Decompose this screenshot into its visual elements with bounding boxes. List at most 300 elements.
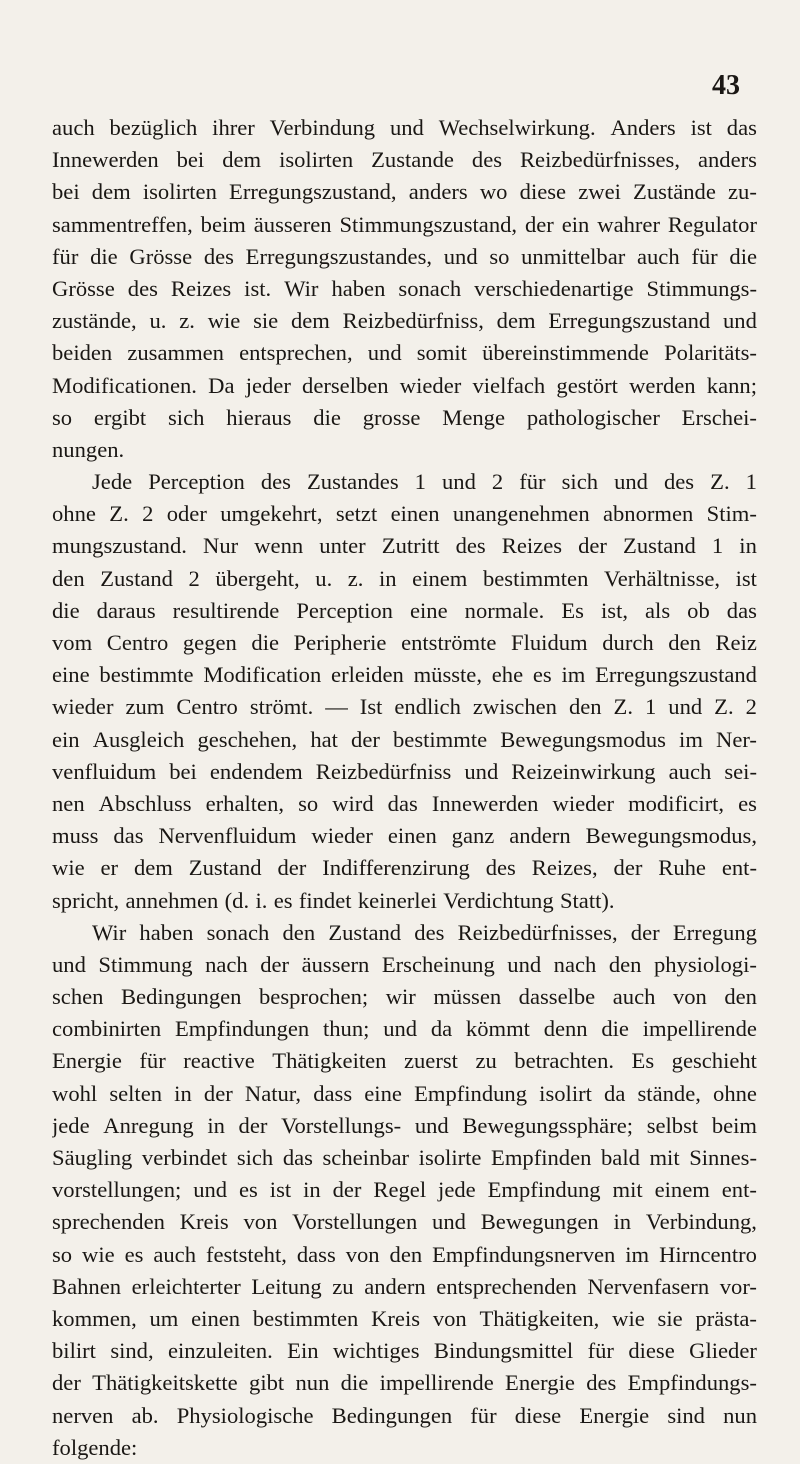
word: verschiedenartige [474,275,634,301]
word: annehmen [125,887,219,913]
word: anders [408,179,468,205]
text-line [52,305,757,337]
word: in [739,533,757,559]
word: (d. [224,887,250,913]
word: auch [636,243,680,269]
word: bei [176,147,205,173]
text-line [52,659,757,691]
word: zwischen [472,694,557,720]
text-line [52,1271,757,1303]
text-line [52,627,757,659]
word: stände, [637,1080,701,1106]
word: Regulator [667,211,757,237]
word: z. [347,565,364,591]
word: die [251,630,280,655]
word: diese [519,179,567,205]
word: in [613,1209,632,1235]
word: z. [179,308,195,334]
word: Leitung [251,1273,322,1299]
word: selten [109,1080,163,1106]
word: isolirt [539,1080,592,1106]
word: des [127,275,158,301]
word: isolirten [142,179,217,205]
word: von [243,1209,278,1235]
word: und [389,115,424,140]
word: Regel [373,1177,427,1203]
word: Bedingungen [120,984,242,1010]
word: Energie [505,1370,575,1396]
word: grosse [362,404,421,430]
word: der [238,1112,268,1138]
text-line [52,1303,757,1335]
word: so [298,790,319,816]
word: u. [315,565,333,591]
word: die [729,243,757,269]
word: diese [628,1338,675,1364]
word: der [203,1080,233,1106]
word: endlich [394,694,461,720]
word: bestimmten [252,1305,359,1331]
word: für [691,243,718,269]
word: wie [52,855,85,881]
word: spricht, [52,887,120,913]
word: unter [319,533,366,559]
word: Zustandes [307,469,399,495]
word: Empfindung [414,1080,528,1106]
word: vorstellungen; [52,1177,182,1203]
word: ab. [131,1402,159,1428]
word: auch [153,1241,197,1267]
word: vor- [719,1273,757,1299]
word: Nervenfasern [587,1273,710,1299]
word: ent- [721,1177,757,1203]
word: von [432,1305,467,1331]
word: müsste, [413,662,482,688]
word: bei [169,758,197,784]
word: dem [133,855,173,881]
word: Bewegungssphäre; [462,1112,634,1138]
word: 1 [711,533,724,559]
word: der [613,855,643,881]
word: er [100,855,119,881]
word: Erregungszustand [595,662,757,688]
word: bestimmte [99,662,194,688]
word: die [313,404,341,430]
word: nen [52,790,85,816]
word: Kreis [371,1305,421,1331]
word: keinerlei [357,887,437,913]
word: Natur, [244,1080,302,1106]
word: den [52,565,85,591]
word: Empfinden [491,1145,592,1170]
word: Reizes [170,275,232,301]
word: sie [657,1305,683,1331]
word: den [282,919,316,945]
word: dass [296,1241,336,1267]
word: Zustand [100,565,173,591]
word: Nervenfluidum [158,823,297,849]
word: unmittelbar [521,243,626,269]
word: findet [298,887,352,913]
word: des [203,243,234,269]
word: sonach [206,919,270,945]
word: zusammen [127,340,224,366]
word: wohl [52,1080,98,1106]
word: zwei [578,179,621,205]
word: Indifferenzirung [322,855,470,881]
word: dass [313,1080,353,1106]
word: abnormen [602,501,694,527]
word: Bindungsmittel [433,1338,574,1364]
word: hat [310,726,338,752]
word: Thätigkeiten [272,1048,387,1074]
word: Bewegungsmodus [500,726,666,752]
text-line [52,691,757,723]
text-line [52,756,757,788]
word: müssen [433,984,502,1010]
word: haben [331,275,386,301]
word: eine [364,1080,402,1106]
word: äusseren [253,211,332,237]
word: impellirende [642,1016,757,1042]
word: das [113,823,144,849]
body-text [52,112,757,1464]
word: wie [82,1241,115,1267]
word: Stim- [706,501,757,527]
word: eine [52,662,90,688]
word: mit [649,1145,680,1170]
word: bei [52,179,80,205]
word: Zustand [188,855,262,881]
word: Es [631,1048,655,1074]
word: Erregungszustand [548,308,711,334]
word: um [149,1305,179,1331]
word: so [52,1241,73,1267]
word: unangenehmen [452,501,590,527]
word: ist [690,115,712,140]
word: resultirende [172,597,280,623]
word: Anders [610,115,676,140]
word: erhalten, [205,790,285,816]
word: Stimmung [98,951,193,977]
word: Wir [92,919,127,945]
word: ergibt [93,404,147,430]
word: somit [416,340,467,366]
word: wieder [52,694,114,720]
word: nun [295,1370,330,1396]
word: Zustande [371,147,454,173]
word: strömt. [249,694,314,720]
word: Erschei- [681,404,757,430]
word: jede [52,1112,90,1138]
word: zu- [728,179,757,205]
text-line [52,498,757,530]
word: für [470,1402,497,1428]
word: betrachten. [514,1048,615,1074]
word: und [383,1016,418,1042]
text-line [52,1432,757,1464]
word: den [668,630,701,655]
word: ohne [52,501,96,527]
text-line [52,949,757,981]
word: in [174,1080,192,1106]
word: den [724,984,757,1010]
word: des [471,147,503,173]
word: und [367,340,402,366]
word: Erscheinung [381,951,495,977]
word: oder [166,501,207,527]
word: Menge [442,404,506,430]
text-line [52,209,757,241]
word: durch [602,630,654,655]
word: des [414,919,445,945]
word: kömmt [465,1016,530,1042]
word: selbst [646,1112,699,1138]
word: jede [438,1177,476,1203]
word: in [303,1177,321,1203]
word: für [52,243,79,269]
word: Grösse [52,275,115,301]
word: ent- [721,855,757,881]
word: in [379,565,397,591]
word: Ausgleich [92,726,185,752]
word: der [332,1177,362,1203]
word: so [489,243,510,269]
word: für [139,1048,166,1074]
word: 1 [414,469,426,495]
word: Centro [176,694,238,720]
word: Säugling [52,1145,133,1170]
word: Innewerden [52,147,159,173]
word: so [52,404,73,430]
word: der [524,211,554,237]
word: Reizeinwirkung [511,758,656,784]
text-line [52,1110,757,1142]
word: der [630,919,660,945]
word: endendem [209,758,303,784]
word: äussern [301,951,370,977]
word: ohne [713,1080,757,1106]
word: des [260,469,291,495]
word: Thätigkeiten, [479,1305,600,1331]
word: auch [52,115,95,140]
text-line [52,595,757,627]
text-line [52,788,757,820]
word: erleichterter [131,1273,241,1299]
word: auch [612,984,656,1010]
word: 2 [491,469,504,495]
word: Nur [203,533,239,559]
text-line [52,885,757,917]
word: Zustand [328,919,402,945]
word: auch [668,758,712,784]
word: umgekehrt, [220,501,323,527]
word: Bewegungsmodus, [585,823,757,849]
word: dem [91,179,131,205]
word: Stimmungs- [646,275,757,301]
word: feststeht, [205,1241,287,1267]
word: geschieht [671,1048,757,1074]
word: bezüglich [109,115,198,140]
text-line [52,337,757,369]
word: gegen [182,630,237,655]
word: Erregung [672,919,757,945]
word: wenn [254,533,304,559]
word: Vorstellungen [292,1209,418,1235]
word: setzt [335,501,378,527]
text-line [52,820,757,852]
text-line [52,1174,757,1206]
word: werden [629,372,696,398]
word: einen [387,823,437,849]
word: Jede [92,469,133,495]
word: nun [723,1402,757,1428]
text-line [52,1045,757,1077]
word: Fluidum [511,630,588,655]
word: Hirncentro [659,1241,757,1267]
word: es [532,662,552,688]
word: Glieder [689,1338,757,1364]
word: einem [654,1177,710,1203]
text-line [52,434,757,466]
word: die [90,243,118,269]
word: sie [253,308,279,334]
word: ehe [491,662,524,688]
word: zu [475,1048,497,1074]
word: ein [52,726,80,752]
word: der [260,951,290,977]
word: wieder [399,372,462,398]
word: ein [561,211,590,237]
word: erleiden [331,662,404,688]
text-line [52,176,757,208]
word: nerven [52,1402,114,1428]
text-line [52,112,757,144]
word: für [519,469,546,495]
word: des [485,855,516,881]
word: einen [390,501,440,527]
word: beiden [52,340,113,366]
word: Polaritäts- [664,340,757,366]
word: der [351,726,380,752]
word: beim [711,1112,757,1138]
word: — [325,694,348,720]
word: Verbindung [269,115,376,140]
text-line [52,144,757,176]
word: anders [697,147,757,173]
word: ist [269,1177,292,1203]
word: Da [208,372,235,398]
text-line [52,530,757,562]
word: 2 [142,501,154,527]
word: übereinstimmende [482,340,649,366]
word: Z. [714,694,734,720]
word: Erregungszustand, [229,179,397,205]
word: Perception [148,469,245,495]
word: ist [735,565,757,591]
word: Verbindung, [645,1209,757,1235]
text-line [52,466,757,498]
word: im [561,662,586,688]
word: i. [255,887,268,913]
word: diese [514,1402,562,1428]
word: sich [236,1145,274,1170]
word: Zustände [633,179,716,205]
word: nungen. [52,436,125,462]
word: von [672,984,707,1010]
word: Zustand [623,533,696,559]
word: und [464,758,499,784]
word: Verhältnisse, [603,565,721,591]
word: Zutritt [381,533,440,559]
word: einen [191,1305,241,1331]
word: Centro [106,630,169,655]
word: die [340,1370,369,1396]
word: das [726,115,757,140]
word: es [273,887,293,913]
word: als [645,597,671,623]
word: das [726,597,757,623]
word: Sinnes- [689,1145,757,1170]
word: jeder [245,372,291,398]
word: isolirten [279,147,354,173]
word: sich [561,469,599,495]
word: Ruhe [658,855,706,881]
word: Modificationen. [52,372,197,398]
word: und [432,1209,466,1235]
word: wird [332,790,374,816]
word: und [507,951,542,977]
word: Thätigkeitskette [92,1370,238,1396]
word: wieder [552,790,615,816]
word: der [277,855,307,881]
word: Wir [284,275,319,301]
word: Vorstellungs- [281,1112,402,1138]
word: ihrer [212,115,255,140]
word: und [193,1177,228,1203]
word: in [207,1112,225,1138]
word: impellirende [379,1370,494,1396]
word: Wechselwirkung. [438,115,596,140]
word: Statt). [559,887,615,913]
word: wichtiges [332,1338,420,1364]
word: sprechenden [52,1209,165,1235]
word: den [568,694,602,720]
word: dem [496,308,536,334]
word: den [608,951,642,977]
word: des [455,533,486,559]
word: entsprechenden [436,1273,577,1299]
word: Bewegungen [480,1209,599,1235]
word: Energie [579,1402,650,1428]
word: wie [612,1305,645,1331]
word: combinirten [52,1016,162,1042]
word: ob [687,597,710,623]
word: sei- [724,758,757,784]
word: Z. [109,501,129,527]
word: Reizbedürfnisses, [519,147,680,173]
word: normale. [464,597,545,623]
word: Verdichtung [443,887,554,913]
text-line [52,273,757,305]
word: es [738,790,757,816]
word: Bahnen [52,1273,122,1299]
word: Modification [203,662,322,688]
word: es [124,1241,144,1267]
word: Es [561,597,584,623]
word: bald [601,1145,640,1170]
word: Reizbedürfniss [315,758,452,784]
